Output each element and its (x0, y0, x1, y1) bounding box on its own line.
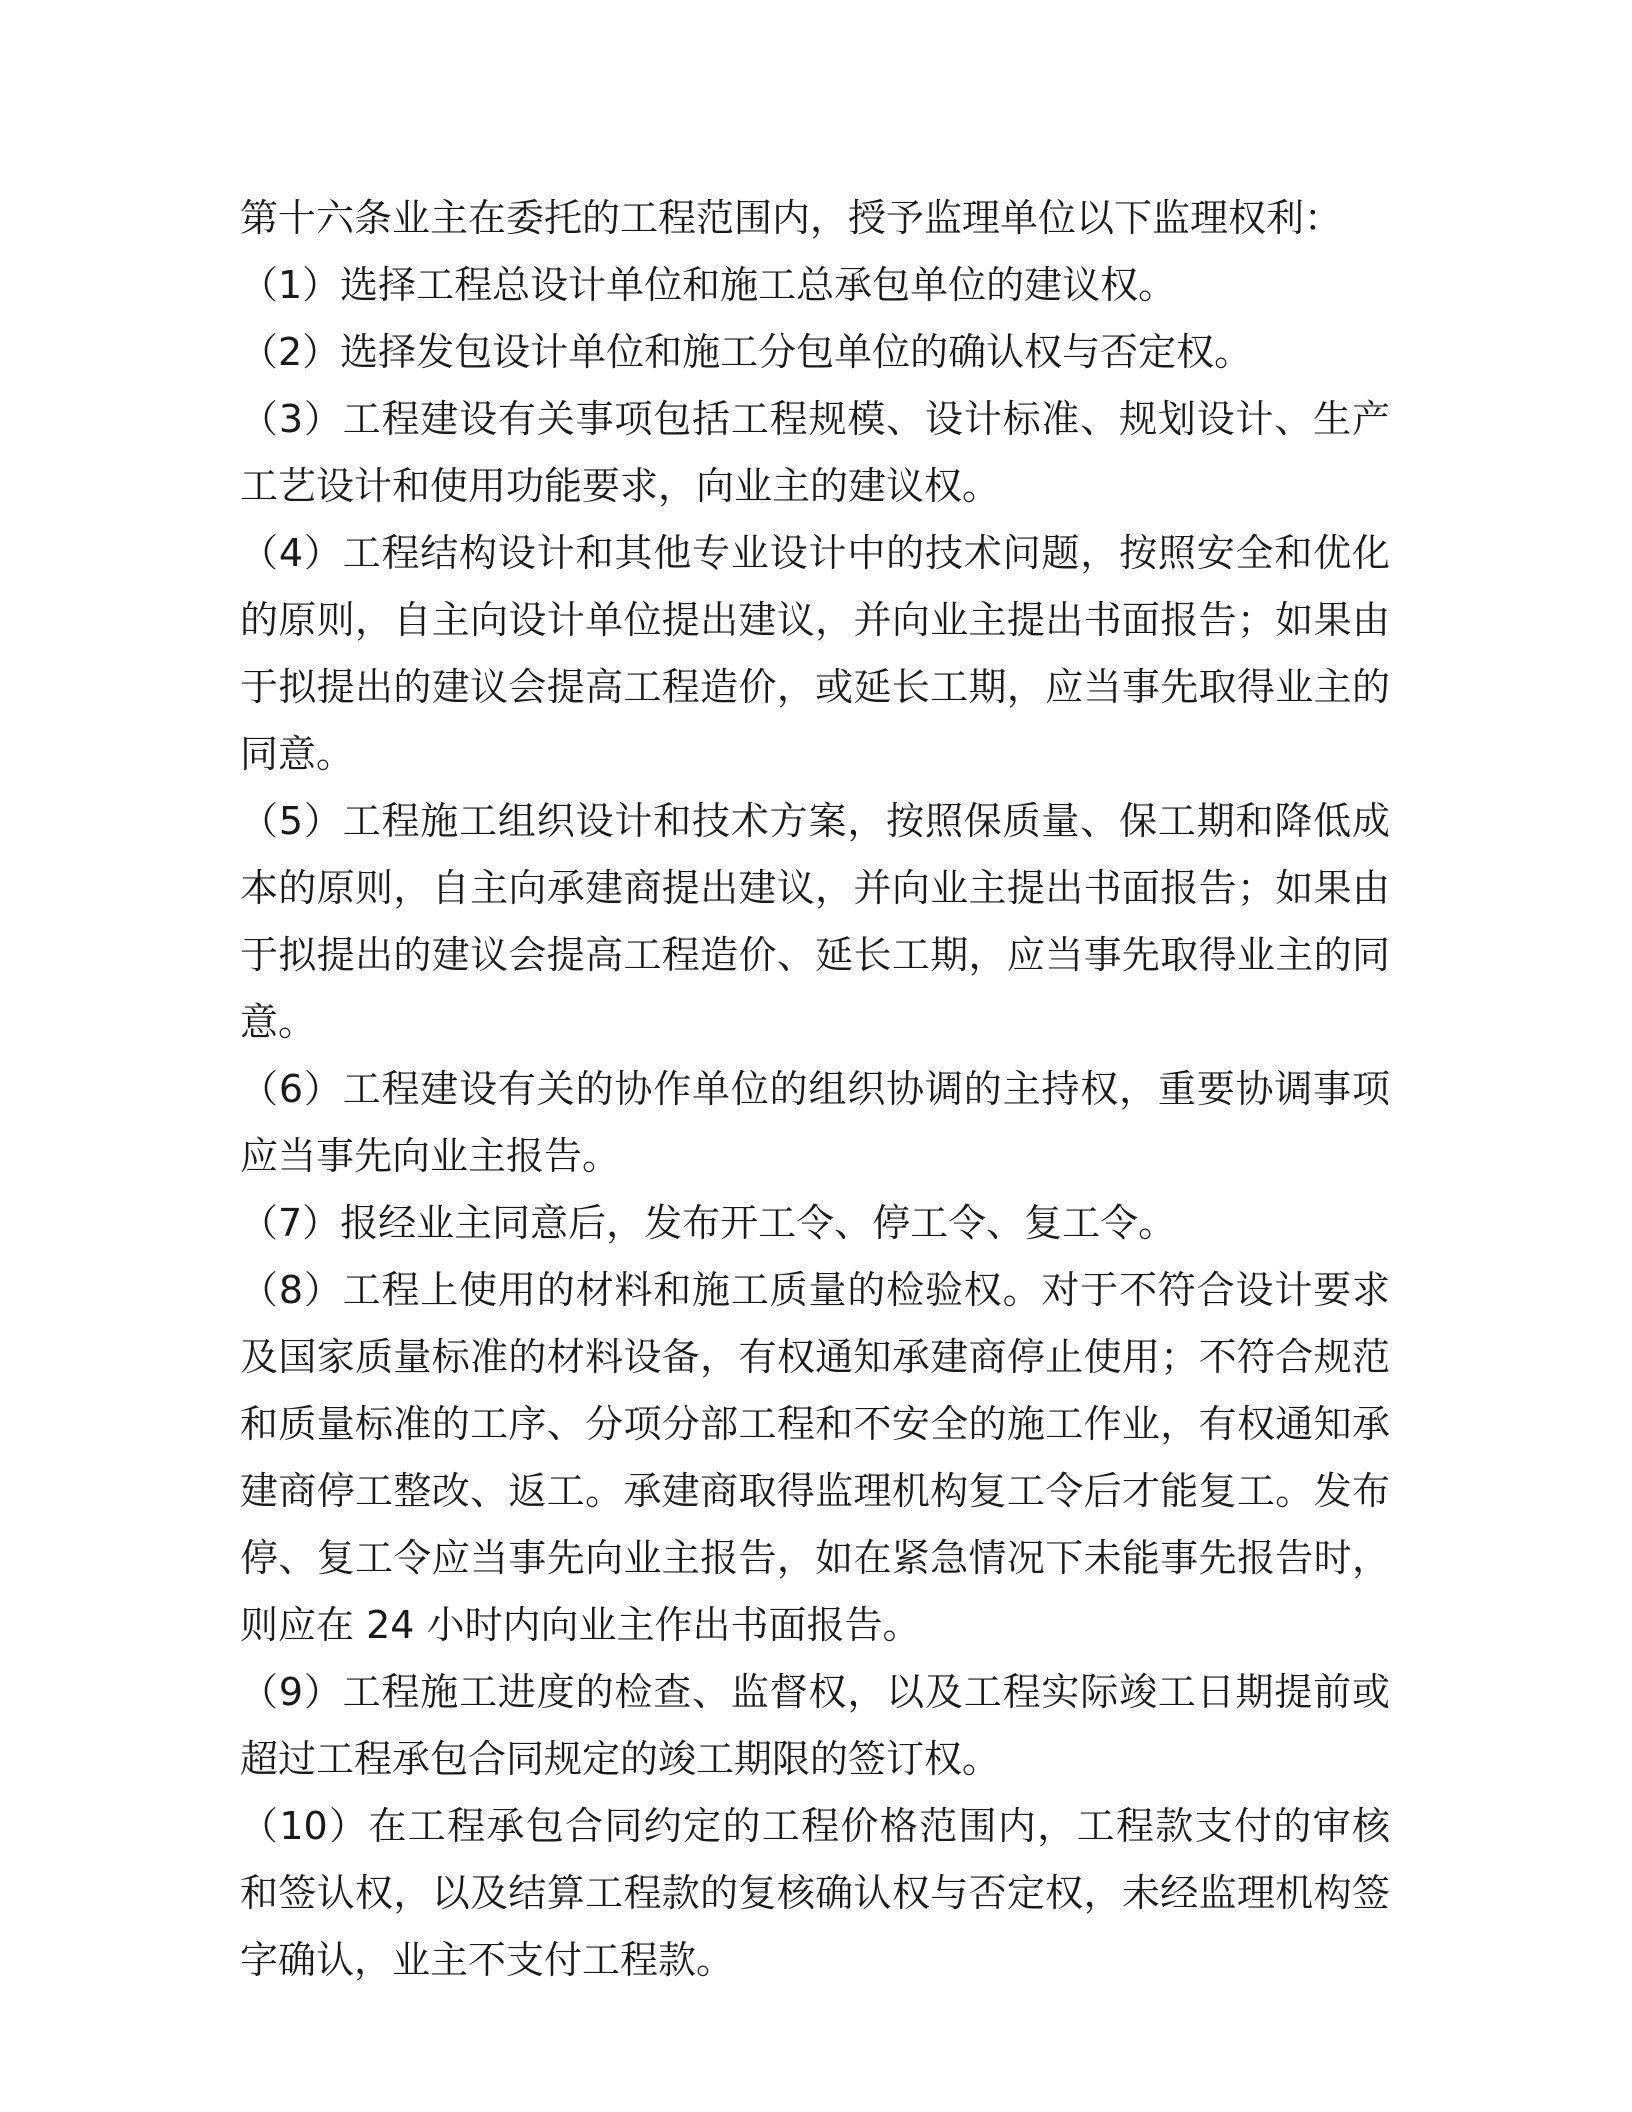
clause-7: （7）报经业主同意后，发布开工令、停工令、复工令。 (240, 1201, 1177, 1245)
clause-3: （3）工程建设有关事项包括工程规模、设计标准、规划设计、生产工艺设计和使用功能要求，向业主的建议权。 (240, 397, 1390, 508)
clause-1: （1）选择工程总设计单位和施工总承包单位的建议权。 (240, 263, 1177, 307)
clause-2: （2）选择发包设计单位和施工分包单位的确认权与否定权。 (240, 330, 1253, 374)
clause-10: （10）在工程承包合同约定的工程价格范围内，工程款支付的审核和签认权，以及结算工程款的复核确认权与否定权，未经监理机构签字确认，业主不支付工程款。 (240, 1804, 1390, 1982)
clause-9: （9）工程施工进度的检查、监督权，以及工程实际竣工日期提前或超过工程承包合同规定的竣工期限的签订权。 (240, 1670, 1390, 1781)
clause-8: （8）工程上使用的材料和施工质量的检验权。对于不符合设计要求及国家质量标准的材料设备，有权通知承建商停止使用；不符合规范和质量标准的工序、分项分部工程和不安全的施工作业，有权通知承建商停工整改、返工。承建商取得监理机构复工令后才能复工。发布停、复工令应当事先向业主报告，如在紧急情况下未能事先报告时，则应在 24 小时内向业主作出书面报告。 (240, 1268, 1390, 1647)
document-body (240, 185, 1390, 1994)
clause-4: （4）工程结构设计和其他专业设计中的技术问题，按照安全和优化的原则，自主向设计单位提出建议，并向业主提出书面报告；如果由于拟提出的建议会提高工程造价，或延长工期，应当事先取得业主的同意。 (240, 531, 1390, 776)
article-heading: 第十六条业主在委托的工程范围内，授予监理单位以下监理权利： (240, 196, 1343, 240)
clause-5: （5）工程施工组织设计和技术方案，按照保质量、保工期和降低成本的原则，自主向承建商提出建议，并向业主提出书面报告；如果由于拟提出的建议会提高工程造价、延长工期，应当事先取得业主的同意。 (240, 799, 1390, 1044)
clause-6: （6）工程建设有关的协作单位的组织协调的主持权，重要协调事项应当事先向业主报告。 (240, 1067, 1390, 1178)
